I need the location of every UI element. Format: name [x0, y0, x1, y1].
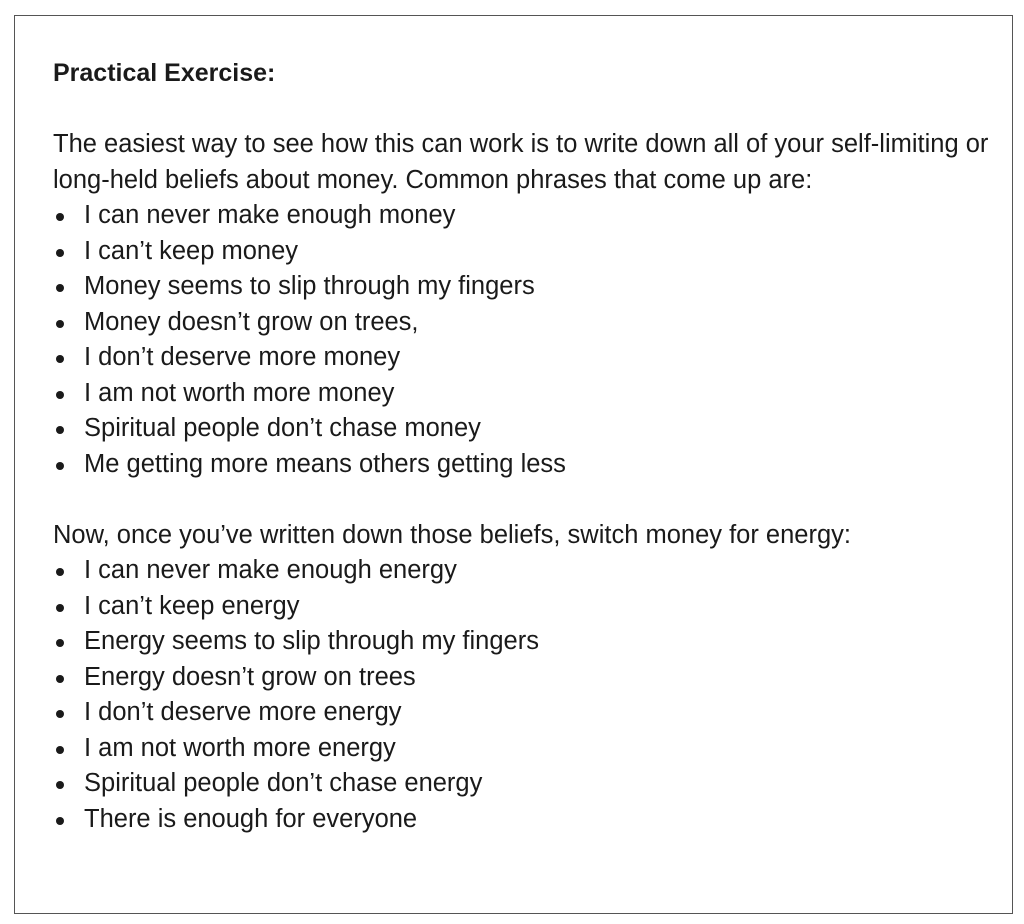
list-item — [53, 447, 998, 483]
belief-text: I am not worth more money — [84, 378, 395, 407]
list-item — [53, 766, 998, 802]
money-beliefs-list — [53, 198, 998, 482]
belief-text: I don’t deserve more money — [84, 343, 401, 371]
list-item — [53, 198, 998, 234]
belief-text: I can’t keep energy — [84, 591, 300, 620]
bullet-icon — [56, 426, 64, 434]
bullet-icon — [56, 710, 64, 718]
list-item — [53, 269, 998, 305]
list-item — [53, 731, 998, 767]
energy-beliefs-list — [53, 553, 998, 837]
list-item — [53, 305, 998, 341]
bullet-icon — [56, 462, 64, 470]
belief-text: I can never make enough money — [84, 201, 456, 229]
list-item — [53, 340, 998, 376]
belief-text: Money seems to slip through my fingers — [84, 272, 535, 300]
belief-text: Spiritual people don’t chase energy — [84, 769, 483, 797]
bullet-icon — [56, 213, 64, 221]
list-item — [53, 553, 998, 589]
spacer — [53, 482, 998, 518]
bullet-icon — [56, 675, 64, 683]
list-item — [53, 411, 998, 447]
switch-paragraph: Now, once you’ve written down those beliefs, switch money for energy: — [53, 520, 851, 549]
list-item — [53, 589, 998, 625]
bullet-icon — [56, 781, 64, 789]
list-item — [53, 695, 998, 731]
bullet-icon — [56, 355, 64, 363]
exercise-content — [53, 56, 998, 837]
bullet-icon — [56, 639, 64, 647]
list-item — [53, 660, 998, 696]
belief-text: I don’t deserve more energy — [84, 698, 402, 726]
belief-text: There is enough for everyone — [84, 804, 418, 833]
belief-text: Spiritual people don’t chase money — [84, 414, 481, 442]
list-item — [53, 802, 998, 838]
list-item — [53, 376, 998, 412]
belief-text: Energy doesn’t grow on trees — [84, 662, 416, 691]
bullet-icon — [56, 391, 64, 399]
bullet-icon — [56, 604, 64, 612]
belief-text: I can never make enough energy — [84, 556, 457, 584]
belief-text: Money doesn’t grow on trees, — [84, 307, 419, 336]
bullet-icon — [56, 746, 64, 754]
spacer — [53, 92, 998, 128]
bullet-icon — [56, 249, 64, 257]
bullet-icon — [56, 284, 64, 292]
list-item — [53, 624, 998, 660]
belief-text: I can’t keep money — [84, 236, 299, 265]
belief-text: Energy seems to slip through my fingers — [84, 627, 539, 655]
exercise-box — [14, 15, 1013, 914]
exercise-heading: Practical Exercise: — [53, 59, 276, 87]
belief-text: Me getting more means others getting less — [84, 449, 566, 478]
bullet-icon — [56, 568, 64, 576]
bullet-icon — [56, 817, 64, 825]
bullet-icon — [56, 320, 64, 328]
intro-paragraph: The easiest way to see how this can work is to write down all of your self-limiting or long-held beliefs about money. Common phrases that come up are: — [53, 130, 989, 194]
list-item — [53, 234, 998, 270]
belief-text: I am not worth more energy — [84, 733, 396, 762]
